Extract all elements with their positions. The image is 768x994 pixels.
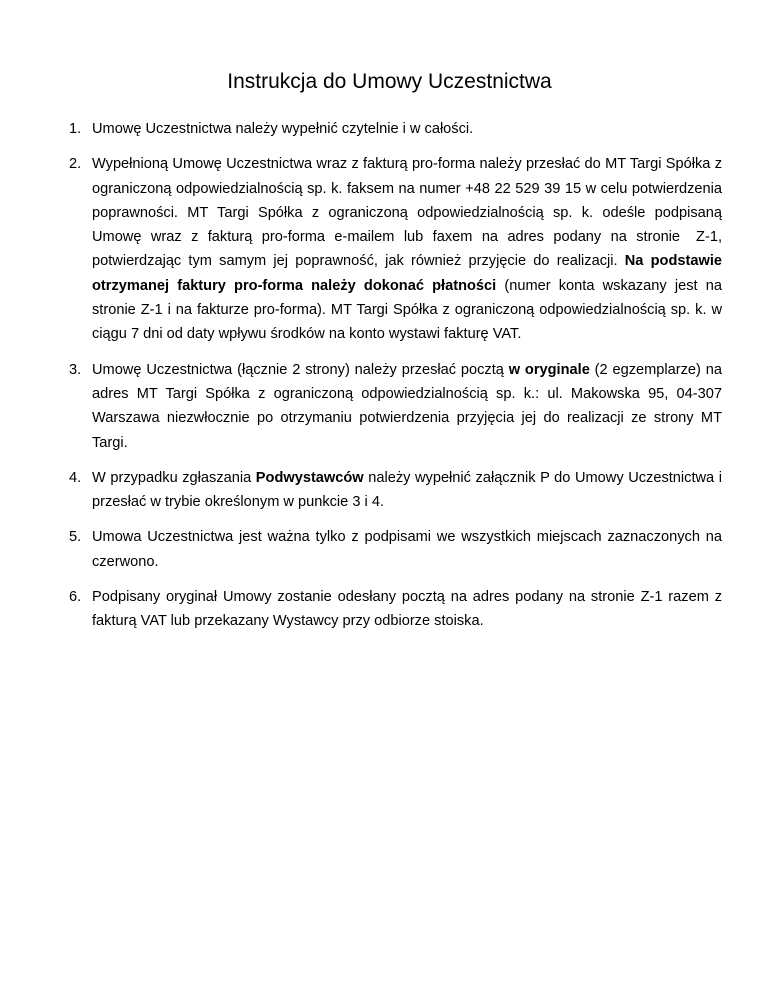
item-number: 6. — [69, 589, 82, 606]
item-text: Podpisany oryginał Umowy zostanie odesłany pocztą na adres podany na stronie Z-1 razem z fakturą VAT lub przekazany Wystawcy przy odbiorze stoiska. — [92, 589, 722, 630]
item-text-end: (numer konta wskazany jest na stronie Z-1 i na fakturze pro-forma). MT Targi Spółka z ograniczoną odpowiedzialnością sp. k. w ciągu 7 dni od daty wpływu środków na konto wystawi fakturę VAT. — [92, 277, 723, 343]
item-text: Umowę Uczestnictwa (łącznie 2 strony) należy przesłać pocztą — [92, 361, 509, 378]
item-text-end: (2 egzemplarze) na adres MT Targi Spółka z ograniczoną odpowiedzialnością sp. k.: ul. Makowska 95, 04-307 Warszawa niezwłocznie po otrzymaniu potwierdzenia przyjęcia jej do realizacji ze strony MT Targi. — [92, 361, 722, 451]
item-text: Wypełnioną Umowę Uczestnictwa wraz z fakturą pro-forma należy przesłać do MT Targi Spółka z ograniczoną odpowiedzialnością sp. k. faksem na numer +48 22 529 39 15 w celu potwierdzenia poprawności. MT Targi Spółka z ograniczoną odpowiedzialnością sp. k. odeśle podpisaną Umowę wraz z fakturą pro-forma e-mailem lub faxem na adres podany na stronie — [92, 156, 722, 246]
item-text: W przypadku zgłaszania — [92, 469, 256, 486]
instruction-item-2 — [57, 152, 722, 346]
item-number: 5. — [69, 529, 82, 546]
item-number: 2. — [69, 156, 82, 173]
item-text-continued: Z-1, potwierdzając tym samym jej poprawność, jak również przyjęcie do realizacji. — [92, 229, 722, 270]
item-text: Umowa Uczestnictwa jest ważna tylko z podpisami we wszystkich miejscach zaznaczonych na czerwono. — [92, 529, 722, 570]
instruction-list — [57, 117, 722, 634]
instruction-item-4 — [57, 466, 722, 515]
item-number: 3. — [69, 361, 82, 378]
instruction-item-6 — [57, 585, 722, 634]
item-number: 4. — [69, 469, 82, 486]
instruction-item-3 — [57, 358, 722, 455]
item-text-end: należy wypełnić załącznik P do Umowy Uczestnictwa i przesłać w trybie określonym w punkcie 3 i 4. — [92, 469, 722, 511]
document-title: Instrukcja do Umowy Uczestnictwa — [227, 70, 552, 93]
original-copy-bold: w oryginale — [508, 361, 590, 378]
item-number: 1. — [69, 121, 82, 137]
instruction-item-5 — [57, 525, 722, 574]
payment-instruction-bold: Na podstawie otrzymanej faktury pro-forma należy dokonać płatności — [92, 253, 722, 294]
item-text: Umowę Uczestnictwa należy wypełnić czytelnie i w całości. — [92, 121, 474, 137]
subexhibitors-bold: Podwystawców — [255, 469, 364, 486]
instruction-item-1 — [57, 117, 722, 141]
